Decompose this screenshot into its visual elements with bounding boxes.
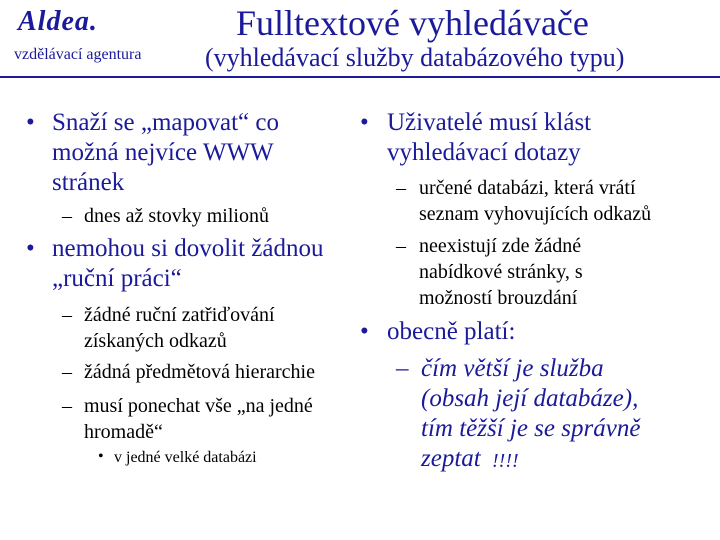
slide-subtitle: (vyhledávací služby databázového typu) xyxy=(205,43,625,72)
bullet-icon: • xyxy=(26,109,35,136)
bullet-icon: • xyxy=(98,448,104,465)
dash-icon: – xyxy=(396,235,406,257)
left-bullet1-line1: Snaží se „mapovat“ co xyxy=(52,109,279,136)
right-sub1-line1: určené databázi, která vrátí xyxy=(419,177,636,199)
right-bullet2: obecně platí: xyxy=(387,318,516,345)
dash-icon: – xyxy=(62,205,72,227)
left-bullet2-line2: „ruční práci“ xyxy=(52,265,182,292)
left-subsub: v jedné velké databázi xyxy=(114,449,257,466)
dash-icon: – xyxy=(62,395,72,417)
bullet-icon: • xyxy=(360,318,369,345)
logo-text: Aldea. xyxy=(18,6,98,37)
left-sub2c-line2: hromadě“ xyxy=(84,421,163,443)
right-emph-line3: tím těžší je se správně xyxy=(421,415,641,442)
left-sub2a-line1: žádné ruční zatřiďování xyxy=(84,304,275,326)
right-bullet1-line1: Uživatelé musí klást xyxy=(387,109,592,136)
right-emph-line4: zeptat xyxy=(421,445,481,472)
right-bullet1-line2: vyhledávací dotazy xyxy=(387,139,581,166)
left-bullet1-line2: možná nejvíce WWW xyxy=(52,139,274,166)
right-emph-line1: čím větší je služba xyxy=(421,355,604,382)
dash-icon: – xyxy=(396,177,406,199)
left-sub2c-line1: musí ponechat vše „na jedné xyxy=(84,395,313,417)
right-emph-exclaim: !!!! xyxy=(492,450,519,472)
slide-title: Fulltextové vyhledávače xyxy=(236,3,589,43)
left-bullet2-line1: nemohou si dovolit žádnou xyxy=(52,235,324,262)
bullet-icon: • xyxy=(26,235,35,262)
left-sub1: dnes až stovky milionů xyxy=(84,205,269,227)
right-sub2-line1: neexistují zde žádné xyxy=(419,235,582,257)
right-sub1-line2: seznam vyhovujících odkazů xyxy=(419,203,652,225)
right-emph-line2: (obsah její databáze), xyxy=(421,385,639,412)
header-divider xyxy=(0,76,720,78)
bullet-icon: • xyxy=(360,109,369,136)
right-sub2-line2: nabídkové stránky, s xyxy=(419,261,583,283)
agency-name: vzdělávací agentura xyxy=(14,46,142,63)
dash-icon: – xyxy=(62,304,72,326)
left-bullet1-line3: stránek xyxy=(52,169,125,196)
left-sub2a-line2: získaných odkazů xyxy=(84,330,227,352)
left-sub2b: žádná předmětová hierarchie xyxy=(84,361,315,383)
dash-icon: – xyxy=(396,355,409,382)
dash-icon: – xyxy=(62,361,72,383)
right-sub2-line3: možností brouzdání xyxy=(419,287,578,309)
